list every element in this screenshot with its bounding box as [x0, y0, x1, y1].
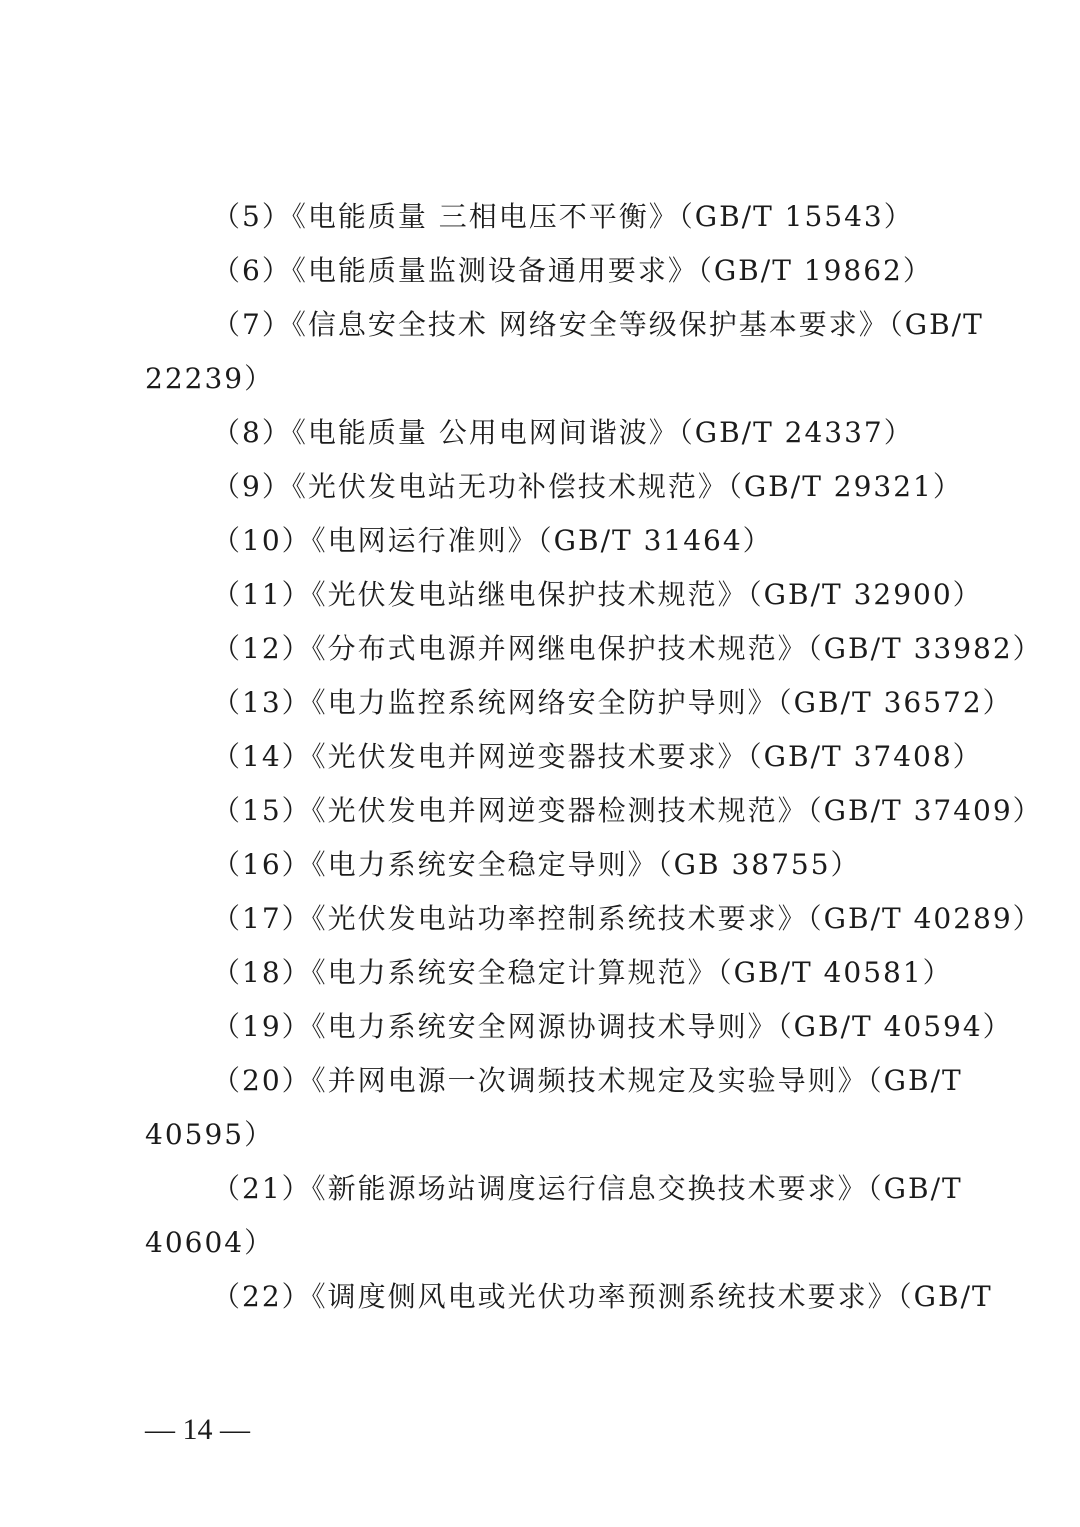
standard-item-11: （11）《光伏发电站继电保护技术规范》（GB/T 32900） — [212, 578, 983, 611]
standard-item-17: （17）《光伏发电站功率控制系统技术要求》（GB/T 40289） — [212, 902, 1043, 935]
standard-item-6: （6）《电能质量监测设备通用要求》（GB/T 19862） — [212, 254, 933, 287]
standard-item-10: （10）《电网运行准则》（GB/T 31464） — [212, 524, 773, 557]
standard-item-7-continued: 22239） — [145, 362, 275, 395]
standard-item-14: （14）《光伏发电并网逆变器技术要求》（GB/T 37408） — [212, 740, 983, 773]
standard-item-19: （19）《电力系统安全网源协调技术导则》（GB/T 40594） — [212, 1010, 1013, 1043]
standard-item-21: （21）《新能源场站调度运行信息交换技术要求》（GB/T — [212, 1172, 963, 1205]
standard-item-15: （15）《光伏发电并网逆变器检测技术规范》（GB/T 37409） — [212, 794, 1043, 827]
standard-item-21-continued: 40604） — [145, 1226, 275, 1259]
standard-item-18: （18）《电力系统安全稳定计算规范》（GB/T 40581） — [212, 956, 953, 989]
standard-item-8: （8）《电能质量 公用电网间谐波》（GB/T 24337） — [212, 416, 914, 449]
standard-item-13: （13）《电力监控系统网络安全防护导则》（GB/T 36572） — [212, 686, 1013, 719]
standard-item-9: （9）《光伏发电站无功补偿技术规范》（GB/T 29321） — [212, 470, 963, 503]
standard-item-12: （12）《分布式电源并网继电保护技术规范》（GB/T 33982） — [212, 632, 1043, 665]
standard-item-5: （5）《电能质量 三相电压不平衡》（GB/T 15543） — [212, 200, 914, 233]
standard-item-16: （16）《电力系统安全稳定导则》（GB 38755） — [212, 848, 861, 881]
standard-item-22: （22）《调度侧风电或光伏功率预测系统技术要求》（GB/T — [212, 1280, 993, 1313]
standard-item-20: （20）《并网电源一次调频技术规定及实验导则》（GB/T — [212, 1064, 963, 1097]
page-number: — 14 — — [145, 1413, 250, 1446]
standard-item-20-continued: 40595） — [145, 1118, 275, 1151]
standard-item-7: （7）《信息安全技术 网络安全等级保护基本要求》（GB/T — [212, 308, 984, 341]
